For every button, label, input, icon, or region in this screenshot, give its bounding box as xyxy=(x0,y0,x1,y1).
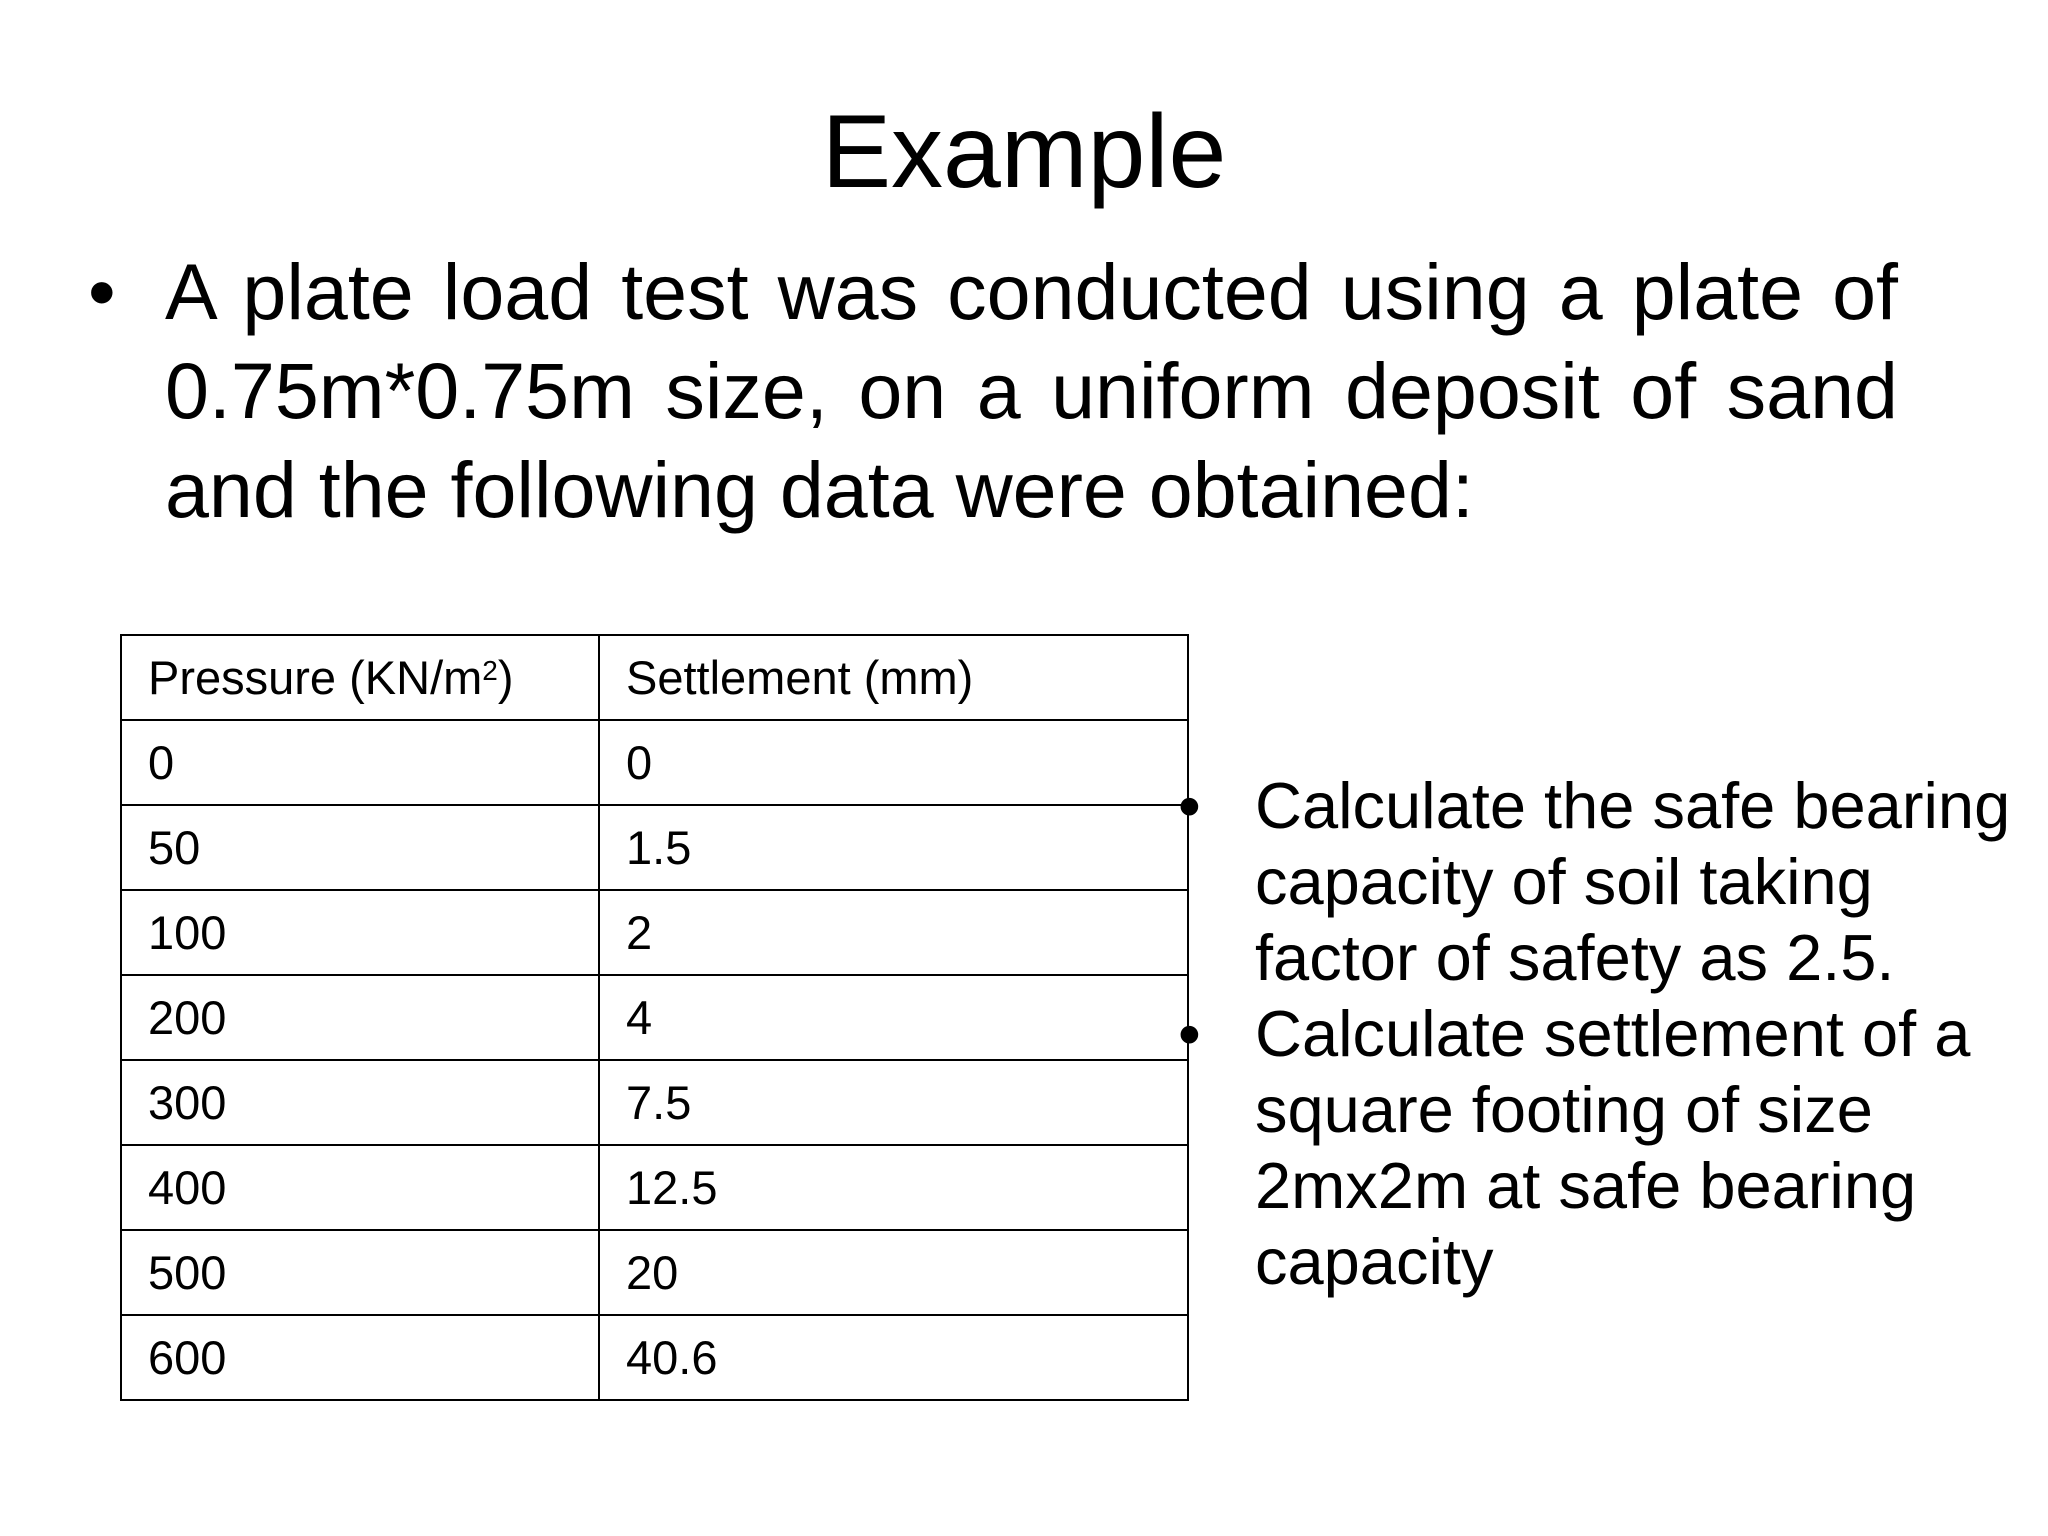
pressure-cell: 50 xyxy=(121,805,599,890)
question-item-safe-bearing xyxy=(1178,768,2038,996)
table-header-row xyxy=(121,635,1188,720)
intro-bullet: • xyxy=(88,247,116,336)
settlement-cell: 2 xyxy=(599,890,1188,975)
header-pressure-superscript: 2 xyxy=(482,655,498,686)
pressure-cell: 300 xyxy=(121,1060,599,1145)
settlement-cell: 4 xyxy=(599,975,1188,1060)
question-list xyxy=(1178,768,2038,1300)
pressure-cell: 200 xyxy=(121,975,599,1060)
settlement-cell: 40.6 xyxy=(599,1315,1188,1400)
header-pressure-close: ) xyxy=(497,651,514,704)
question-item-settlement xyxy=(1178,996,2038,1300)
pressure-cell: 100 xyxy=(121,890,599,975)
settlement-cell: 7.5 xyxy=(599,1060,1188,1145)
pressure-cell: 400 xyxy=(121,1145,599,1230)
intro-paragraph xyxy=(88,242,1898,539)
table-row xyxy=(121,1145,1188,1230)
settlement-cell: 0 xyxy=(599,720,1188,805)
pressure-cell: 500 xyxy=(121,1230,599,1315)
slide-title: Example xyxy=(821,94,1227,210)
header-settlement: Settlement (mm) xyxy=(599,635,1188,720)
table-row xyxy=(121,1060,1188,1145)
pressure-cell: 600 xyxy=(121,1315,599,1400)
table-row xyxy=(121,1230,1188,1315)
table-row xyxy=(121,1315,1188,1400)
pressure-settlement-table xyxy=(120,634,1189,1401)
header-pressure xyxy=(121,635,599,720)
settlement-cell: 20 xyxy=(599,1230,1188,1315)
question-bullet: • xyxy=(1178,997,1201,1070)
table-row xyxy=(121,975,1188,1060)
question-text: Calculate the safe bearing capacity of soil taking factor of safety as 2.5. xyxy=(1255,769,2011,994)
table-row xyxy=(121,805,1188,890)
question-text: Calculate settlement of a square footing of size 2mx2m at safe bearing capacity xyxy=(1255,997,1971,1298)
table-row xyxy=(121,890,1188,975)
header-pressure-label: Pressure (KN/m xyxy=(148,651,483,704)
intro-text: A plate load test was conducted using a plate of 0.75m*0.75m size, on a uniform deposit of sand and the following data were obtained: xyxy=(165,247,1898,534)
settlement-cell: 1.5 xyxy=(599,805,1188,890)
pressure-cell: 0 xyxy=(121,720,599,805)
question-bullet: • xyxy=(1178,769,1201,842)
table-row xyxy=(121,720,1188,805)
settlement-cell: 12.5 xyxy=(599,1145,1188,1230)
